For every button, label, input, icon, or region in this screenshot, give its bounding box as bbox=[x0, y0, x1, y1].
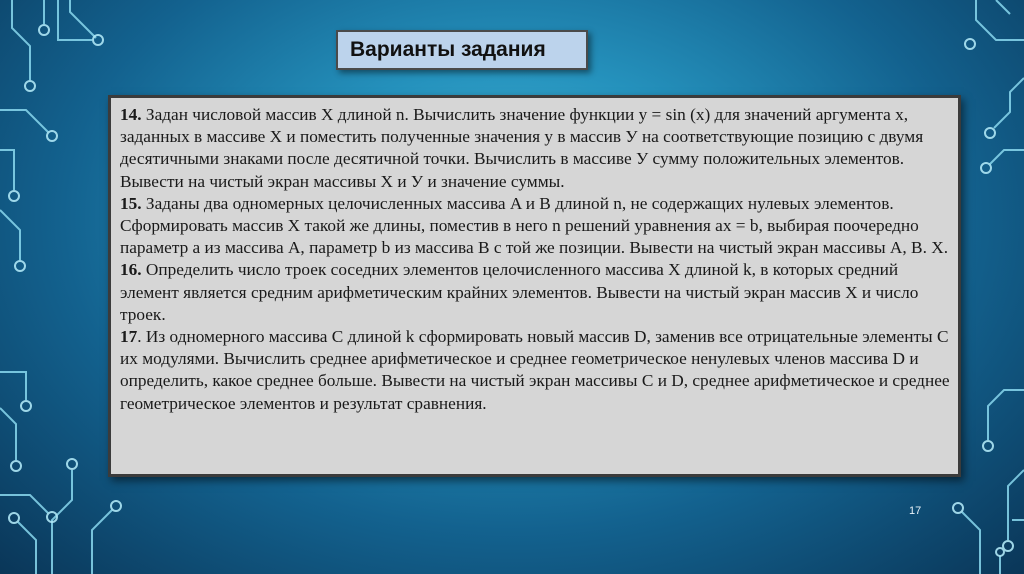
task-number: 16. bbox=[120, 260, 142, 280]
task-number: 17 bbox=[120, 327, 138, 347]
task-list bbox=[120, 104, 952, 415]
task-item bbox=[120, 104, 952, 193]
task-description: . Из одномерного массива C длиной k сформировать новый массив D, заменив все отрицательные элементы C их модулями. Вычислить среднее арифметическое и среднее геометрическое ненулевых членов массива D и определить, какое среднее больше. Вывести на чистый экран массивы C и D, среднее арифметическое и среднее геометрическое элементов и результат сравнения. bbox=[120, 327, 950, 413]
task-item bbox=[120, 193, 952, 260]
task-item bbox=[120, 326, 952, 415]
title-box bbox=[336, 30, 588, 70]
task-description: Определить число троек соседних элементов целочисленного массива X длиной k, в которых средний элемент является средним арифметическим крайних элементов. Вывести на чистый экран массив X и число троек. bbox=[120, 260, 919, 324]
slide-title: Варианты задания bbox=[350, 38, 546, 61]
task-number: 15. bbox=[120, 193, 142, 213]
task-description: Задан числовой массив X длиной n. Вычислить значение функции y = sin (x) для значений аргумента x, заданных в массиве X и поместить полученные значения y в массив У на соответствующие позицию с двумя десятичными знаками после десятичной точки. Вычислить в массиве У сумму положительных элементов. Вывести на чистый экран массивы X и У и значение суммы. bbox=[120, 105, 924, 191]
task-item bbox=[120, 259, 952, 326]
slide-page-number: 17 bbox=[909, 505, 922, 517]
task-content-box bbox=[108, 95, 961, 477]
task-description: Заданы два одномерных целочисленных массива A и B длиной n, не содержащих нулевых элементов. Сформировать массив X такой же длины, поместив в него n решений уравнения ax = b, выбирая поочередно параметр a из массива A, параметр b из массива B с той же позиции. Вывести на чистый экран массивы A, B. X. bbox=[120, 193, 949, 258]
task-number: 14. bbox=[120, 105, 142, 124]
